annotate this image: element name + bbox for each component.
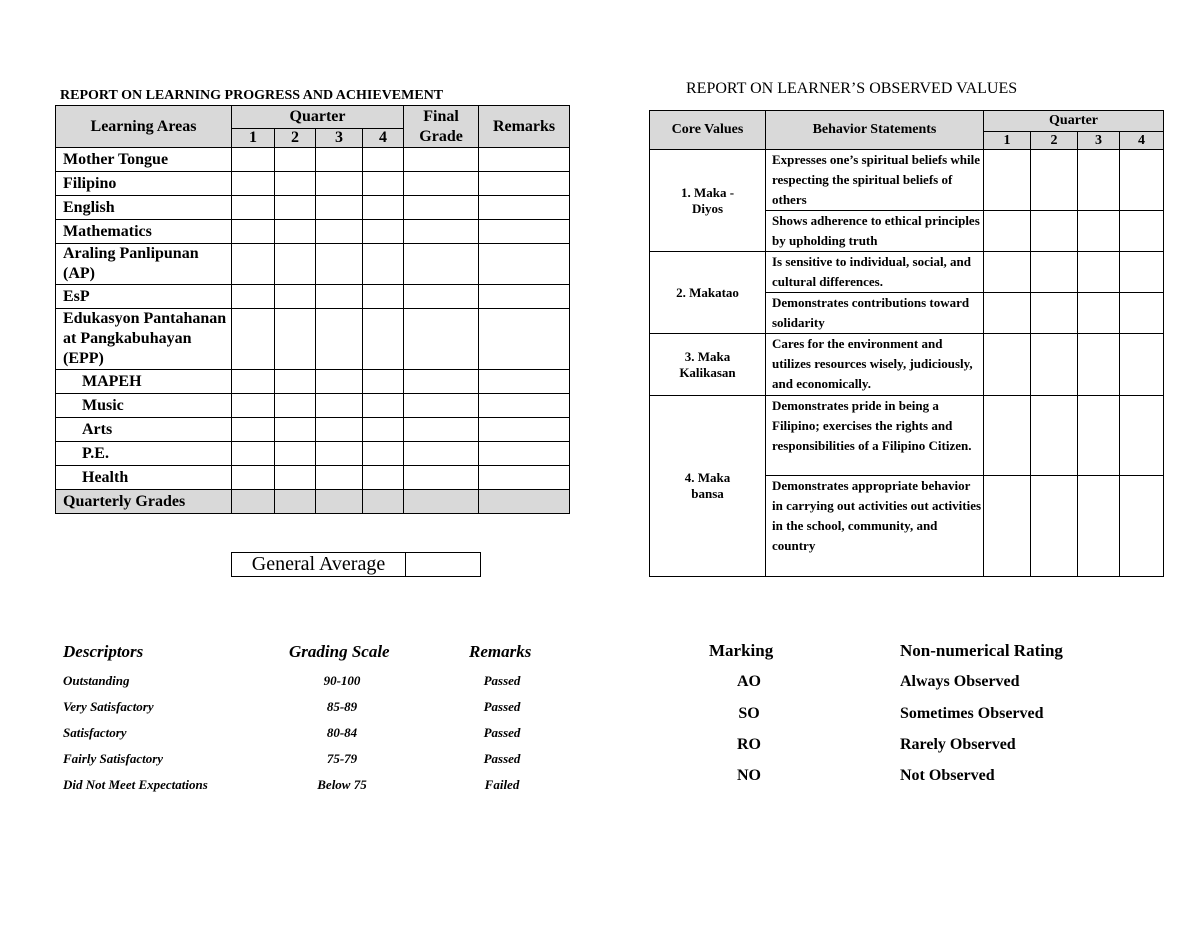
rating-cell[interactable] [1031, 150, 1078, 211]
descriptors-header: Descriptors [63, 642, 144, 661]
behavior-statement: Shows adherence to ethical principles by upholding truth [766, 211, 984, 252]
grade-cell[interactable] [316, 244, 363, 285]
header-q4: 4 [1120, 132, 1164, 150]
rating-cell[interactable] [1078, 396, 1120, 476]
grade-cell[interactable] [316, 490, 363, 514]
remarks-cell[interactable] [479, 370, 570, 394]
header-core-values: Core Values [650, 111, 766, 150]
progress-report-title: REPORT ON LEARNING PROGRESS AND ACHIEVEMENT [60, 88, 444, 103]
marking-rating: Sometimes Observed [900, 705, 1044, 722]
rating-cell[interactable] [1120, 293, 1164, 334]
learning-area: Health [56, 466, 232, 490]
rating-cell[interactable] [1078, 252, 1120, 293]
observed-values-table [649, 110, 1164, 577]
grade-cell[interactable] [316, 220, 363, 244]
final-grade-cell[interactable] [404, 394, 479, 418]
header-q1: 1 [232, 129, 275, 148]
grade-cell[interactable] [232, 418, 275, 442]
table-row [56, 148, 570, 172]
rating-cell[interactable] [1078, 211, 1120, 252]
marking-rating: Rarely Observed [900, 736, 1016, 753]
grade-cell[interactable] [275, 370, 316, 394]
rating-cell[interactable] [1120, 476, 1164, 577]
grade-cell[interactable] [275, 196, 316, 220]
rating-cell[interactable] [1120, 211, 1164, 252]
grade-cell[interactable] [232, 394, 275, 418]
table-row [56, 466, 570, 490]
grading-scale: 80-84 [326, 725, 358, 740]
descriptor: Did Not Meet Expectations [63, 777, 208, 792]
marking-rating: Not Observed [900, 767, 995, 784]
grade-cell[interactable] [363, 370, 404, 394]
learning-area: Mother Tongue [56, 148, 232, 172]
grade-cell[interactable] [232, 285, 275, 309]
learning-progress-table [55, 105, 570, 514]
rating-cell[interactable] [1078, 150, 1120, 211]
grade-remarks: Passed [483, 725, 521, 740]
table-row [56, 172, 570, 196]
final-grade-cell[interactable] [404, 285, 479, 309]
header-q1: 1 [984, 132, 1031, 150]
grade-cell[interactable] [232, 370, 275, 394]
rating-cell[interactable] [1031, 293, 1078, 334]
general-average-label: General Average [232, 553, 406, 577]
header-q4: 4 [363, 129, 404, 148]
grade-cell[interactable] [275, 148, 316, 172]
rating-header: Non-numerical Rating [900, 641, 1063, 660]
quarterly-grades-row [56, 490, 570, 514]
marking-code: SO [738, 705, 760, 722]
grade-cell[interactable] [363, 309, 404, 370]
grade-cell[interactable] [232, 442, 275, 466]
grade-cell[interactable] [316, 285, 363, 309]
grade-cell[interactable] [232, 172, 275, 196]
grading-scale-header: Grading Scale [289, 642, 390, 661]
rating-cell[interactable] [1031, 252, 1078, 293]
grade-cell[interactable] [232, 244, 275, 285]
grade-cell[interactable] [232, 466, 275, 490]
header-remarks: Remarks [479, 106, 570, 148]
final-grade-cell[interactable] [404, 196, 479, 220]
grade-cell[interactable] [316, 394, 363, 418]
final-grade-cell[interactable] [404, 244, 479, 285]
grade-cell[interactable] [363, 442, 404, 466]
grading-scale: 75-79 [326, 751, 358, 766]
grade-cell[interactable] [232, 196, 275, 220]
remarks-cell[interactable] [479, 309, 570, 370]
descriptor: Fairly Satisfactory [63, 751, 164, 766]
grade-cell[interactable] [232, 220, 275, 244]
table-row [56, 394, 570, 418]
grade-cell[interactable] [275, 490, 316, 514]
table-row [56, 196, 570, 220]
remarks-cell[interactable] [479, 394, 570, 418]
grade-cell[interactable] [363, 418, 404, 442]
learning-area: EsP [56, 285, 232, 309]
behavior-statement: Cares for the environment and utilizes resources wisely, judiciously, and economically. [766, 334, 984, 396]
grade-cell[interactable] [363, 244, 404, 285]
descriptor: Outstanding [63, 673, 130, 688]
rating-cell[interactable] [984, 150, 1031, 211]
grade-cell[interactable] [316, 466, 363, 490]
general-average-box [231, 552, 481, 577]
grade-cell[interactable] [316, 196, 363, 220]
grade-cell[interactable] [275, 309, 316, 370]
final-grade-cell[interactable] [404, 466, 479, 490]
grade-cell[interactable] [275, 220, 316, 244]
table-row [56, 220, 570, 244]
header-quarter: Quarter [984, 111, 1164, 132]
grade-cell[interactable] [363, 285, 404, 309]
table-row [650, 150, 1164, 211]
final-grade-cell[interactable] [404, 442, 479, 466]
remarks-cell[interactable] [479, 196, 570, 220]
descriptor: Satisfactory [63, 725, 127, 740]
remarks-cell[interactable] [479, 418, 570, 442]
grade-cell[interactable] [275, 418, 316, 442]
header-q3: 3 [1078, 132, 1120, 150]
header-q3: 3 [316, 129, 363, 148]
rating-cell[interactable] [1120, 150, 1164, 211]
descriptor: Very Satisfactory [63, 699, 154, 714]
grade-cell[interactable] [363, 220, 404, 244]
remarks-cell[interactable] [479, 244, 570, 285]
grade-cell[interactable] [232, 309, 275, 370]
remarks-cell[interactable] [479, 148, 570, 172]
core-value: 2. Makatao [650, 252, 766, 334]
grade-remarks: Passed [483, 673, 521, 688]
grade-cell[interactable] [316, 309, 363, 370]
rating-cell[interactable] [1031, 476, 1078, 577]
table-row [56, 418, 570, 442]
grade-remarks: Passed [483, 699, 521, 714]
grade-remarks: Passed [483, 751, 521, 766]
rating-cell[interactable] [1120, 252, 1164, 293]
rating-cell[interactable] [1078, 334, 1120, 396]
remarks-cell[interactable] [479, 220, 570, 244]
marking-code: AO [737, 673, 761, 690]
grade-cell[interactable] [363, 394, 404, 418]
header-final-grade: Final Grade [404, 106, 479, 148]
rating-cell[interactable] [984, 252, 1031, 293]
remarks-cell[interactable] [479, 172, 570, 196]
remarks-header: Remarks [469, 642, 532, 661]
grade-cell[interactable] [316, 148, 363, 172]
final-grade-cell[interactable] [404, 490, 479, 514]
header-q2: 2 [275, 129, 316, 148]
behavior-statement: Demonstrates pride in being a Filipino; exercises the rights and responsibilities of a Filipino Citizen. [766, 396, 984, 476]
rating-cell[interactable] [984, 396, 1031, 476]
grade-cell[interactable] [275, 394, 316, 418]
grade-cell[interactable] [316, 172, 363, 196]
marking-code: NO [737, 767, 761, 784]
grade-cell[interactable] [363, 148, 404, 172]
grade-cell[interactable] [363, 172, 404, 196]
table-row [650, 334, 1164, 396]
marking-header: Marking [709, 641, 774, 660]
rating-cell[interactable] [1120, 334, 1164, 396]
header-quarter: Quarter [232, 106, 404, 129]
learning-area: Arts [56, 418, 232, 442]
header-q2: 2 [1031, 132, 1078, 150]
rating-cell[interactable] [1031, 396, 1078, 476]
core-value: 4. Maka bansa [650, 396, 766, 577]
rating-cell[interactable] [984, 293, 1031, 334]
grade-cell[interactable] [363, 466, 404, 490]
rating-cell[interactable] [1078, 293, 1120, 334]
grade-cell[interactable] [232, 490, 275, 514]
grade-cell[interactable] [275, 244, 316, 285]
grade-cell[interactable] [363, 196, 404, 220]
grade-cell[interactable] [232, 148, 275, 172]
table-row [56, 442, 570, 466]
rating-cell[interactable] [984, 211, 1031, 252]
table-row [650, 396, 1164, 476]
rating-cell[interactable] [984, 334, 1031, 396]
rating-cell[interactable] [1031, 334, 1078, 396]
grade-cell[interactable] [275, 442, 316, 466]
remarks-cell[interactable] [479, 285, 570, 309]
grade-remarks: Failed [484, 777, 520, 792]
grade-cell[interactable] [275, 466, 316, 490]
table-row [56, 285, 570, 309]
behavior-statement: Demonstrates appropriate behavior in carrying out activities out activities in the school, community, and country [766, 476, 984, 577]
core-value: 3. Maka Kalikasan [650, 334, 766, 396]
grade-cell[interactable] [275, 285, 316, 309]
grade-cell[interactable] [316, 442, 363, 466]
final-grade-cell[interactable] [404, 418, 479, 442]
grade-cell[interactable] [316, 418, 363, 442]
remarks-cell[interactable] [479, 490, 570, 514]
rating-cell[interactable] [984, 476, 1031, 577]
learning-area: Filipino [56, 172, 232, 196]
grading-scale: Below 75 [317, 777, 367, 792]
final-grade-cell[interactable] [404, 309, 479, 370]
learning-area: Music [56, 394, 232, 418]
header-behavior-statements: Behavior Statements [766, 111, 984, 150]
table-row [56, 370, 570, 394]
remarks-cell[interactable] [479, 442, 570, 466]
general-average-value-cell[interactable] [406, 553, 481, 577]
behavior-statement: Expresses one’s spiritual beliefs while respecting the spiritual beliefs of others [766, 150, 984, 211]
learning-area: English [56, 196, 232, 220]
core-value: 1. Maka -Diyos [650, 150, 766, 252]
header-learning-areas: Learning Areas [56, 106, 232, 148]
final-grade-cell[interactable] [404, 370, 479, 394]
table-row [56, 309, 570, 370]
rating-cell[interactable] [1078, 476, 1120, 577]
grade-cell[interactable] [316, 370, 363, 394]
learning-area: Edukasyon Pantahanan at Pangkabuhayan (EPP) [56, 309, 232, 370]
rating-cell[interactable] [1120, 396, 1164, 476]
grade-cell[interactable] [275, 172, 316, 196]
values-report-title: REPORT ON LEARNER’S OBSERVED VALUES [686, 80, 1018, 97]
learning-area: MAPEH [56, 370, 232, 394]
quarterly-grades-label: Quarterly Grades [56, 490, 232, 514]
final-grade-cell[interactable] [404, 148, 479, 172]
grading-scale: 90-100 [323, 673, 361, 688]
table-row [56, 244, 570, 285]
final-grade-cell[interactable] [404, 172, 479, 196]
learning-area: Araling Panlipunan (AP) [56, 244, 232, 285]
grading-scale: 85-89 [326, 699, 358, 714]
marking-code: RO [737, 736, 761, 753]
table-row [650, 252, 1164, 293]
marking-rating: Always Observed [900, 673, 1020, 690]
learning-area: P.E. [56, 442, 232, 466]
learning-area: Mathematics [56, 220, 232, 244]
remarks-cell[interactable] [479, 466, 570, 490]
behavior-statement: Demonstrates contributions toward solidarity [766, 293, 984, 334]
behavior-statement: Is sensitive to individual, social, and cultural differences. [766, 252, 984, 293]
rating-cell[interactable] [1031, 211, 1078, 252]
final-grade-cell[interactable] [404, 220, 479, 244]
grade-cell[interactable] [363, 490, 404, 514]
